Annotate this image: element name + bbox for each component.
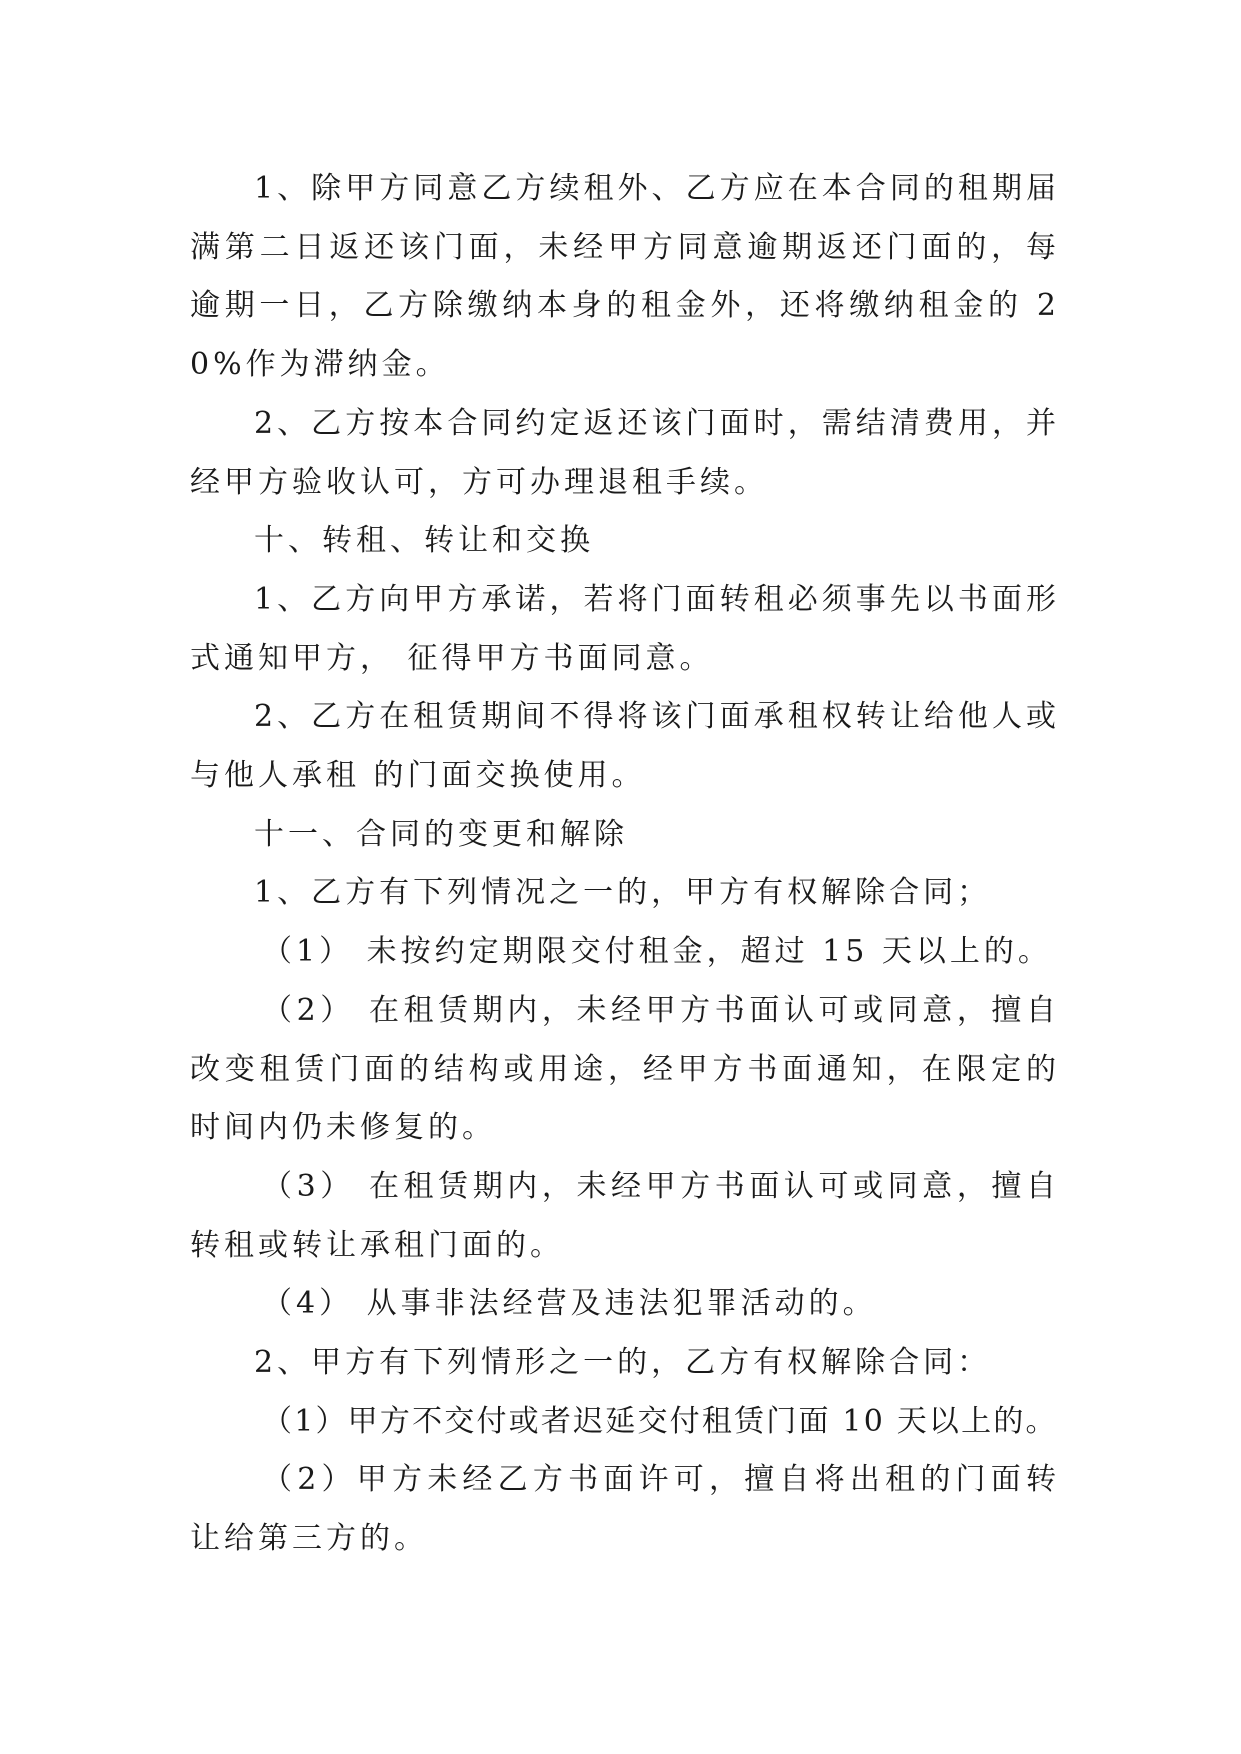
paragraph-return-overdue: 1、除甲方同意乙方续租外、乙方应在本合同的租期届满第二日返还该门面，未经甲方同意逾期返还门面的，每逾期一日，乙方除缴纳本身的租金外，还将缴纳租金的 20%作为滞纳金。 — [190, 171, 1060, 383]
paragraph-return-settlement: 2、乙方按本合同约定返还该门面时，需结清费用，并经甲方验收认可，方可办理退租手续。 — [190, 405, 1060, 500]
list-item-delayed-delivery: （1）甲方不交付或者迟延交付租赁门面 10 天以上的。 — [262, 1403, 1058, 1439]
paragraph-lessee-termination-rights: 2、甲方有下列情形之一的，乙方有权解除合同： — [254, 1345, 992, 1381]
document-body — [190, 160, 1060, 1569]
paragraph-no-transfer: 2、乙方在租赁期间不得将该门面承租权转让给他人或与他人承租 的门面交换使用。 — [190, 699, 1060, 794]
section-heading-termination: 十一、合同的变更和解除 — [254, 816, 628, 852]
list-item-illegal-activity: （4） 从事非法经营及违法犯罪活动的。 — [262, 1286, 877, 1322]
list-item-alter-structure: （2） 在租赁期内，未经甲方书面认可或同意，擅自改变租赁门面的结构或用途，经甲方书面通知，在限定的时间内仍未修复的。 — [190, 992, 1060, 1146]
list-item-unauthorized-sublease: （3） 在租赁期内，未经甲方书面认可或同意，擅自转租或转让承租门面的。 — [190, 1168, 1060, 1263]
paragraph-lessor-termination-rights: 1、乙方有下列情况之一的，甲方有权解除合同； — [254, 875, 992, 911]
paragraph-sublease-notice: 1、乙方向甲方承诺，若将门面转租必须事先以书面形式通知甲方， 征得甲方书面同意。 — [190, 581, 1060, 676]
list-item-late-rent: （1） 未按约定期限交付租金，超过 15 天以上的。 — [262, 934, 1052, 970]
list-item-third-party-transfer: （2）甲方未经乙方书面许可，擅自将出租的门面转让给第三方的。 — [190, 1462, 1060, 1557]
section-heading-sublease: 十、转租、转让和交换 — [254, 523, 594, 559]
